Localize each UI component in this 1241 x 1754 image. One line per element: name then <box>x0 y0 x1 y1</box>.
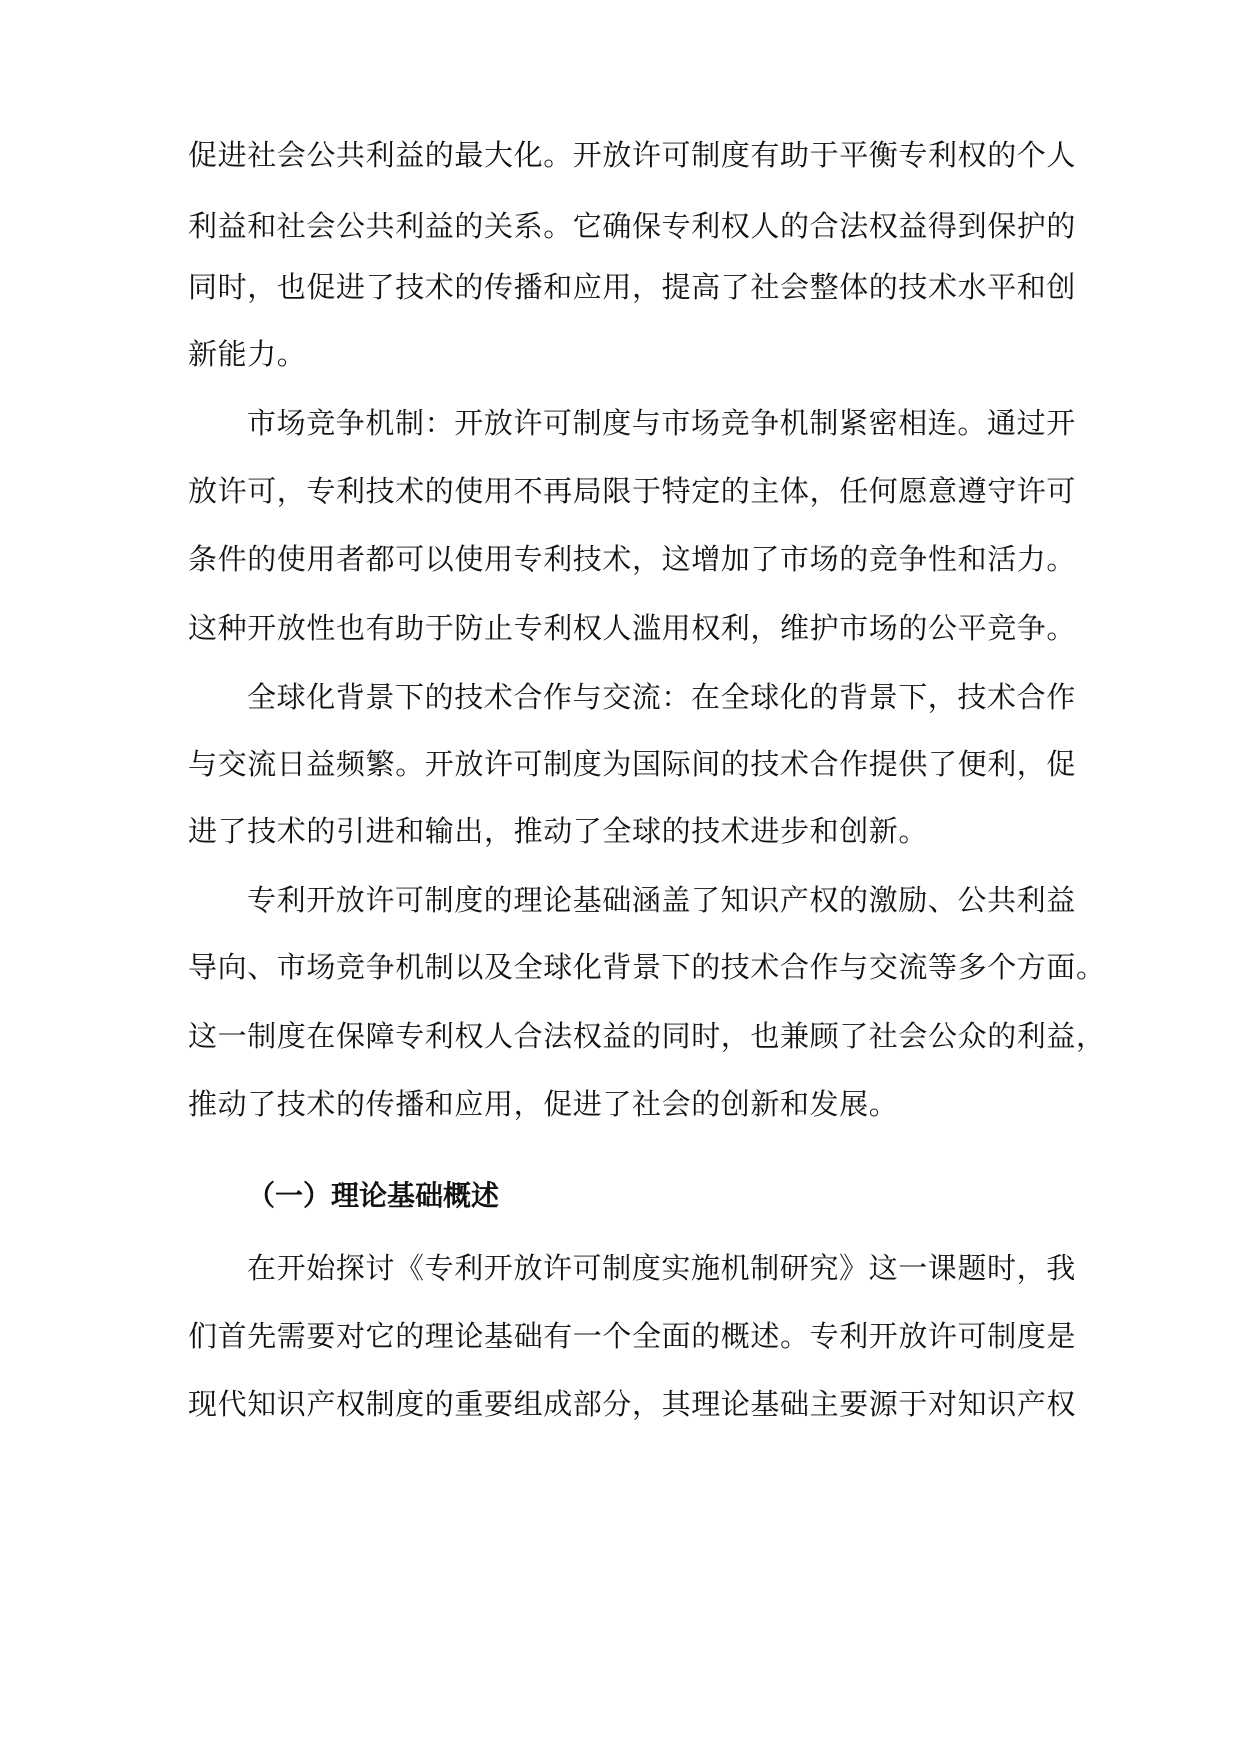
paragraph-1-line-4: 新能力。 <box>188 337 307 371</box>
section-paragraph-line-3: 现代知识产权制度的重要组成部分，其理论基础主要源于对知识产权 <box>188 1387 1077 1421</box>
section-paragraph-line-2: 们首先需要对它的理论基础有一个全面的概述。专利开放许可制度是 <box>188 1319 1077 1353</box>
paragraph-4-line-1: 专利开放许可制度的理论基础涵盖了知识产权的激励、公共利益 <box>247 883 1076 917</box>
paragraph-1-line-1: 促进社会公共利益的最大化。开放许可制度有助于平衡专利权的个人 <box>188 138 1077 172</box>
paragraph-2-line-4: 这种开放性也有助于防止专利权人滥用权利，维护市场的公平竞争。 <box>188 611 1077 645</box>
paragraph-4-line-4: 推动了技术的传播和应用，促进了社会的创新和发展。 <box>188 1087 899 1121</box>
section-paragraph-line-1: 在开始探讨《专利开放许可制度实施机制研究》这一课题时，我 <box>247 1251 1076 1285</box>
paragraph-3-line-3: 进了技术的引进和输出，推动了全球的技术进步和创新。 <box>188 814 929 848</box>
paragraph-4-line-2: 导向、市场竞争机制以及全球化背景下的技术合作与交流等多个方面。 <box>188 950 1106 984</box>
paragraph-3-line-2: 与交流日益频繁。开放许可制度为国际间的技术合作提供了便利，促 <box>188 747 1077 781</box>
paragraph-3-line-1: 全球化背景下的技术合作与交流：在全球化的背景下，技术合作 <box>247 680 1076 714</box>
section-heading: （一）理论基础概述 <box>247 1179 500 1212</box>
paragraph-2-line-2: 放许可，专利技术的使用不再局限于特定的主体，任何愿意遵守许可 <box>188 474 1077 508</box>
paragraph-2-line-1: 市场竞争机制：开放许可制度与市场竞争机制紧密相连。通过开 <box>247 406 1076 440</box>
paragraph-1-line-3: 同时，也促进了技术的传播和应用，提高了社会整体的技术水平和创 <box>188 270 1077 304</box>
paragraph-1-line-2: 利益和社会公共利益的关系。它确保专利权人的合法权益得到保护的 <box>188 209 1077 243</box>
paragraph-2-line-3: 条件的使用者都可以使用专利技术，这增加了市场的竞争性和活力。 <box>188 542 1077 576</box>
paragraph-4-line-3: 这一制度在保障专利权人合法权益的同时，也兼顾了社会公众的利益， <box>188 1019 1106 1053</box>
